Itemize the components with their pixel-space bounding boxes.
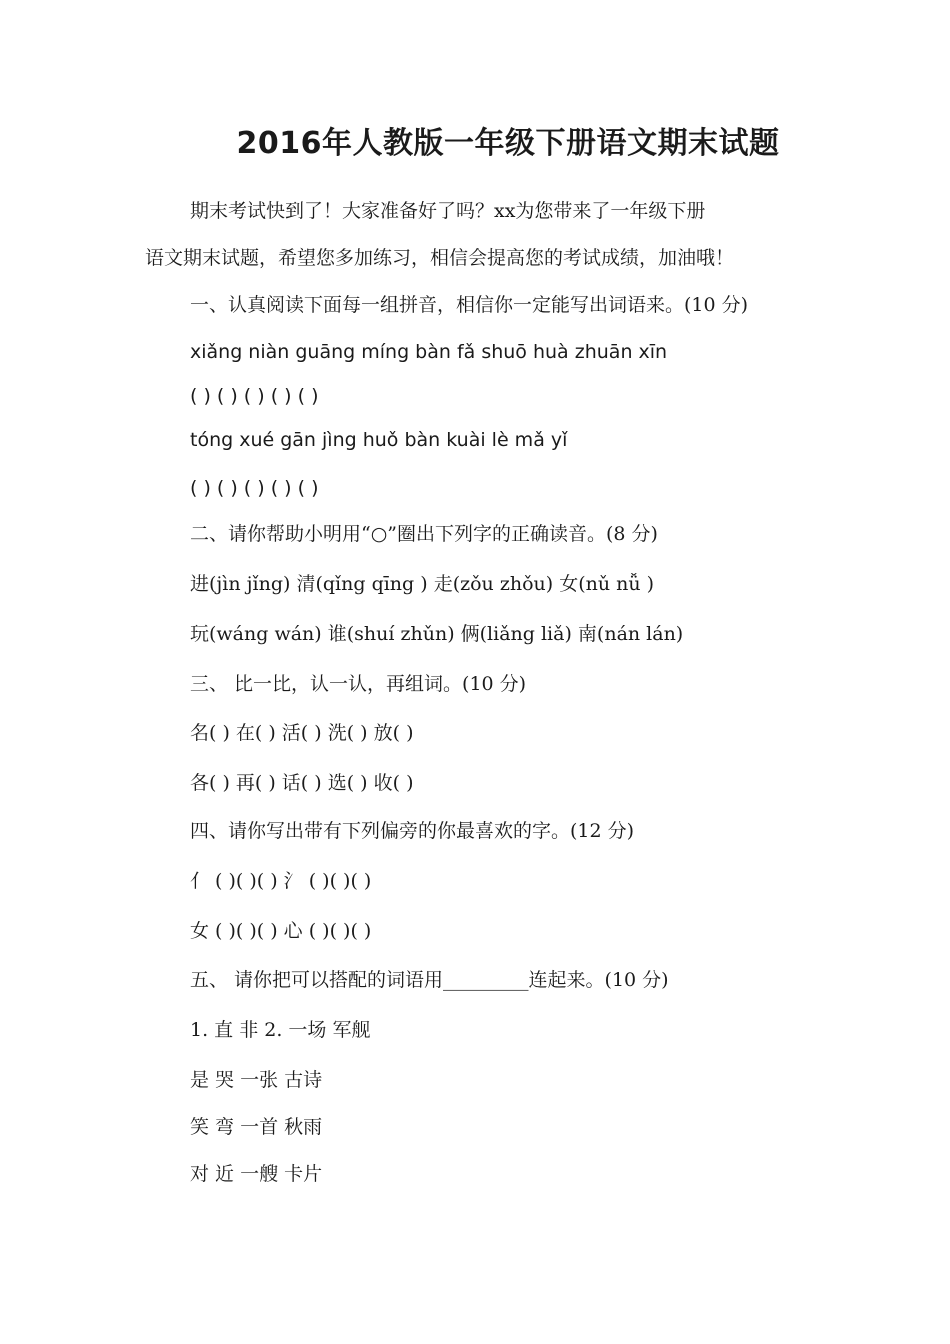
section-5-line-2: 是 哭 一张 古诗 (190, 1069, 323, 1091)
section-1-heading: 一、认真阅读下面每一组拼音，相信你一定能写出词语来。(10 分) (190, 294, 749, 316)
section-2-line-1: 进(jìn jǐng) 清(qǐng qīng ) 走(zǒu zhǒu) 女(nǔ nǚ ) (190, 573, 655, 595)
section-4-line-2: 女 ( )( )( ) 心 ( )( )( ) (190, 920, 372, 942)
section-5-line-1: 1. 直 非 2. 一场 军舰 (190, 1019, 371, 1041)
section-5-line-4: 对 近 一艘 卡片 (190, 1163, 323, 1185)
section-1-pinyin-line-2: tóng xué gān jìng huǒ bàn kuài lè mǎ yǐ (190, 429, 568, 451)
section-5-heading: 五、 请你把可以搭配的词语用_________连起来。(10 分) (190, 969, 669, 991)
section-3-heading: 三、 比一比，认一认，再组词。(10 分) (190, 673, 527, 695)
section-1-pinyin-line-1: xiǎng niàn guāng míng bàn fǎ shuō huà zhuān xīn (190, 341, 668, 363)
section-5-line-3: 笑 弯 一首 秋雨 (190, 1116, 323, 1138)
intro-paragraph-line-1: 期末考试快到了！大家准备好了吗？xx为您带来了一年级下册 (190, 200, 706, 222)
section-3-line-2: 各( ) 再( ) 话( ) 选( ) 收( ) (190, 772, 414, 794)
section-1-answer-line-1: ( ) ( ) ( ) ( ) ( ) (190, 385, 319, 407)
section-4-heading: 四、请你写出带有下列偏旁的你最喜欢的字。(12 分) (190, 820, 635, 842)
section-4-line-1: 亻 ( )( )( ) 氵 ( )( )( ) (190, 870, 372, 892)
intro-paragraph-line-2: 语文期末试题，希望您多加练习，相信会提高您的考试成绩，加油哦！ (145, 247, 735, 269)
section-3-line-1: 名( ) 在( ) 活( ) 洗( ) 放( ) (190, 722, 414, 744)
section-2-heading: 二、请你帮助小明用“○”圈出下列字的正确读音。(8 分) (190, 523, 658, 545)
section-1-answer-line-2: ( ) ( ) ( ) ( ) ( ) (190, 477, 319, 499)
document-title: 2016年人教版一年级下册语文期末试题 (236, 126, 780, 161)
section-2-line-2: 玩(wáng wán) 谁(shuí zhǔn) 俩(liǎng liǎ) 南(nán lán) (190, 623, 684, 645)
